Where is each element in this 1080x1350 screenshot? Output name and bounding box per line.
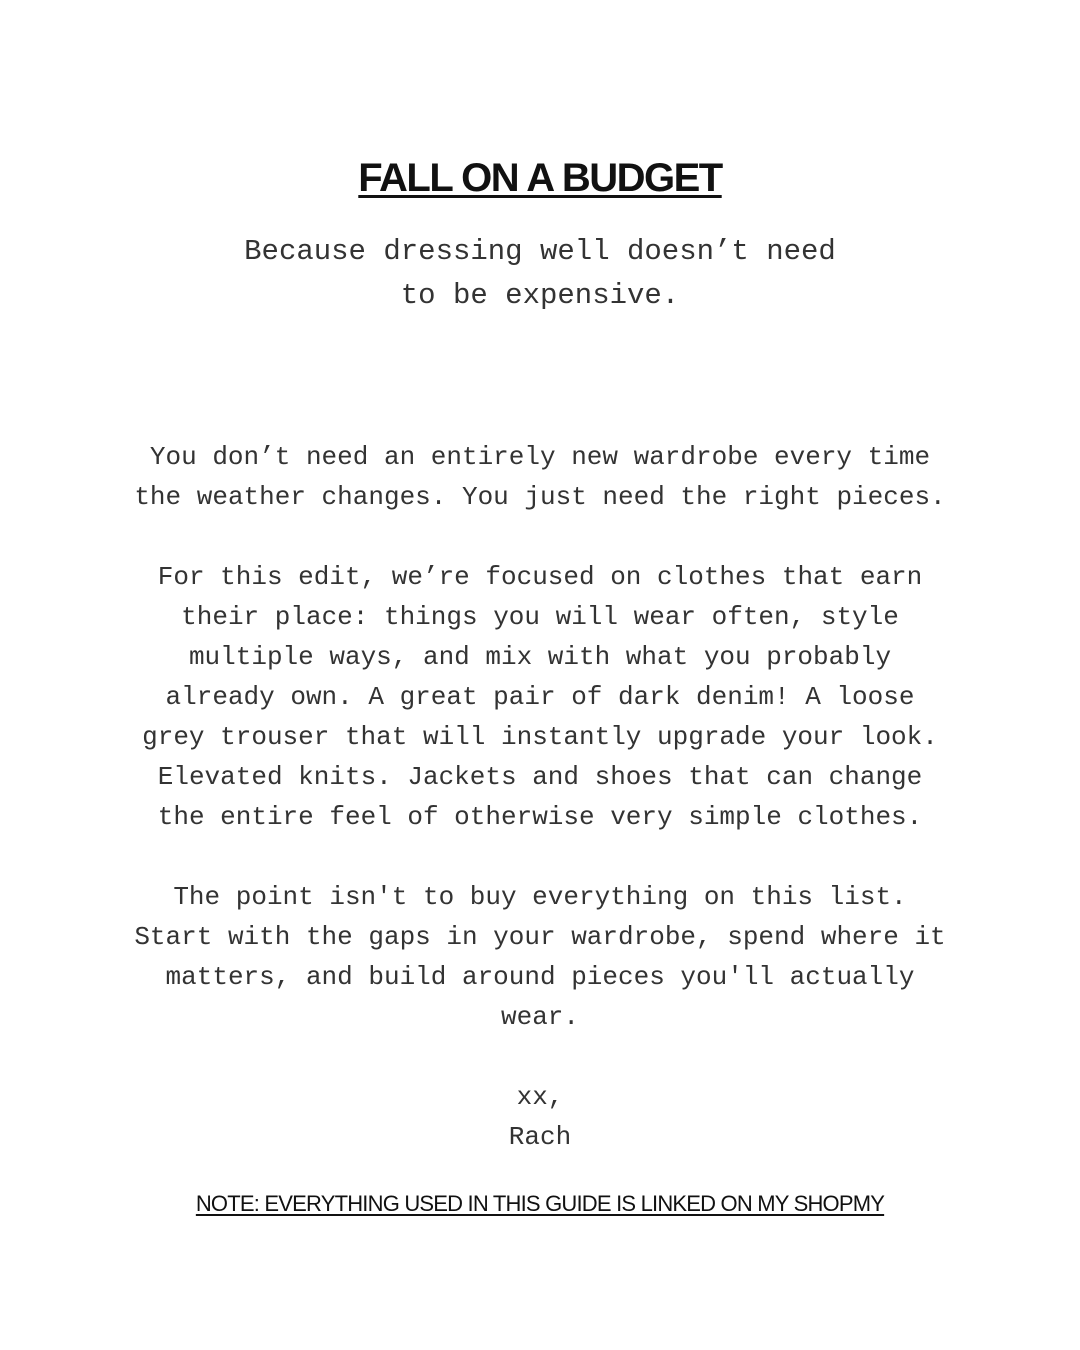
paragraph-intro	[0, 437, 1080, 517]
text-line: multiple ways, and mix with what you probably	[188, 642, 892, 672]
signoff-greeting: xx,	[516, 1082, 564, 1112]
subtitle	[0, 230, 1080, 318]
text-line: the entire feel of otherwise very simple clothes.	[157, 802, 923, 832]
text-line: matters, and build around pieces you'll actually	[165, 962, 915, 992]
text-line: the weather changes. You just need the right pieces.	[134, 482, 946, 512]
signoff	[0, 1077, 1080, 1157]
shopmy-note: NOTE: EVERYTHING USED IN THIS GUIDE IS LINKED ON MY SHOPMY	[195, 1191, 885, 1216]
text-line: grey trouser that will instantly upgrade your look.	[142, 722, 938, 752]
paragraph-edit	[0, 557, 1080, 837]
text-line: wear.	[500, 1002, 579, 1032]
text-line: For this edit, we’re focused on clothes that earn	[157, 562, 923, 592]
page-title: FALL ON A BUDGET	[358, 156, 722, 200]
text-line: their place: things you will wear often, style	[181, 602, 899, 632]
signoff-name: Rach	[508, 1122, 572, 1152]
text-line: Elevated knits. Jackets and shoes that can change	[157, 762, 923, 792]
body-text	[0, 437, 1080, 1077]
subtitle-line: Because dressing well doesn’t need	[244, 235, 836, 268]
subtitle-line: to be expensive.	[400, 279, 680, 312]
paragraph-point	[0, 877, 1080, 1037]
text-line: Start with the gaps in your wardrobe, spend where it	[134, 922, 946, 952]
text-line: You don’t need an entirely new wardrobe every time	[149, 442, 931, 472]
text-line: already own. A great pair of dark denim! A loose	[165, 682, 915, 712]
text-line: The point isn't to buy everything on this list.	[173, 882, 907, 912]
